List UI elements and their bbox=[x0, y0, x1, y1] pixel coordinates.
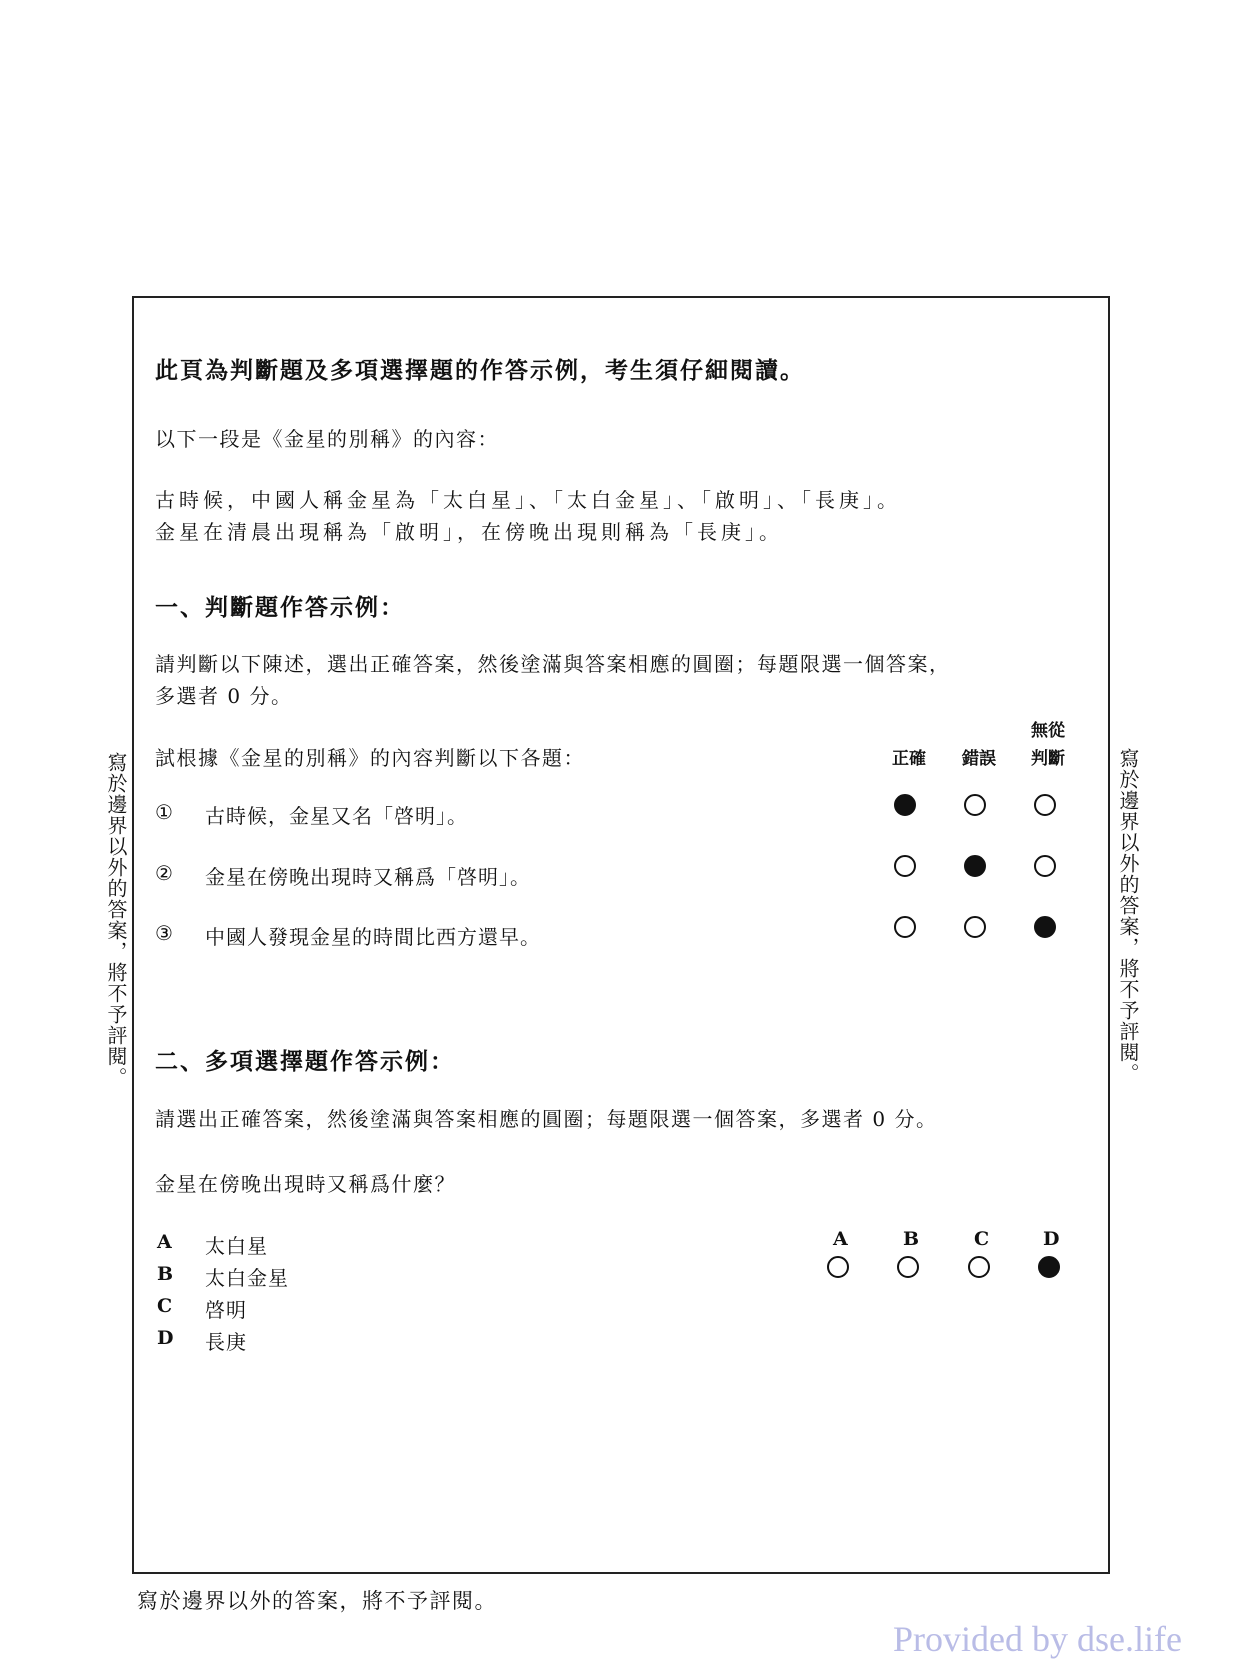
column-header-cant-tell-top: 無從 bbox=[1031, 721, 1065, 741]
item-number: ③ bbox=[155, 921, 174, 945]
answer-column-letter: A bbox=[833, 1228, 848, 1250]
item-number: ② bbox=[155, 861, 174, 885]
option-letter: A bbox=[157, 1231, 172, 1253]
answer-bubble[interactable] bbox=[968, 1256, 990, 1278]
left-margin-note: 寫於邊界以外的答案，將不予評閱。 bbox=[104, 752, 128, 1088]
item-statement: 金星在傍晚出現時又稱爲「啓明」。 bbox=[205, 865, 531, 889]
answer-bubble[interactable] bbox=[964, 794, 986, 816]
section1-heading: 一、判斷題作答示例： bbox=[155, 594, 405, 621]
passage-line: 金星在清晨出現稱為「啟明」，在傍晚出現則稱為「長庚」。 bbox=[155, 520, 783, 544]
answer-column-letter: C bbox=[974, 1228, 990, 1250]
section2-heading: 二、多項選擇題作答示例： bbox=[155, 1048, 455, 1075]
answer-bubble[interactable] bbox=[827, 1256, 849, 1278]
answer-bubble[interactable] bbox=[894, 855, 916, 877]
option-text: 太白星 bbox=[205, 1234, 268, 1258]
answer-bubble[interactable] bbox=[894, 916, 916, 938]
answer-bubble[interactable] bbox=[964, 916, 986, 938]
option-letter: C bbox=[157, 1295, 173, 1317]
section1-instructions: 多選者 0 分。 bbox=[155, 684, 293, 708]
answer-column-letter: B bbox=[903, 1228, 920, 1250]
column-header-false: 錯誤 bbox=[962, 749, 996, 769]
answer-bubble[interactable] bbox=[894, 794, 916, 816]
option-text: 太白金星 bbox=[205, 1266, 289, 1290]
answer-bubble[interactable] bbox=[964, 855, 986, 877]
footer-note: 寫於邊界以外的答案，將不予評閱。 bbox=[137, 1589, 497, 1613]
answer-bubble[interactable] bbox=[897, 1256, 919, 1278]
answer-bubble[interactable] bbox=[1038, 1256, 1060, 1278]
watermark: Provided by dse.life bbox=[893, 1619, 1182, 1659]
section1-instructions: 請判斷以下陳述，選出正確答案，然後塗滿與答案相應的圓圈；每題限選一個答案， bbox=[155, 652, 951, 676]
option-text: 啓明 bbox=[205, 1298, 247, 1322]
column-header-cant-tell: 判斷 bbox=[1031, 749, 1065, 769]
item-statement: 古時候，金星又名「啓明」。 bbox=[205, 804, 468, 828]
passage-line: 古時候，中國人稱金星為「太白星」、「太白金星」、「啟明」、「長庚」。 bbox=[155, 488, 901, 512]
section1-prompt: 試根據《金星的別稱》的內容判斷以下各題： bbox=[155, 746, 585, 770]
answer-column-letter: D bbox=[1043, 1228, 1060, 1250]
option-text: 長庚 bbox=[205, 1330, 247, 1354]
section2-instructions: 請選出正確答案，然後塗滿與答案相應的圓圈；每題限選一個答案，多選者 0 分。 bbox=[155, 1107, 938, 1131]
item-number: ① bbox=[155, 800, 174, 824]
item-statement: 中國人發現金星的時間比西方還早。 bbox=[205, 925, 541, 949]
option-letter: D bbox=[157, 1327, 174, 1349]
right-margin-note: 寫於邊界以外的答案，將不予評閱。 bbox=[1116, 748, 1140, 1084]
answer-bubble[interactable] bbox=[1034, 855, 1056, 877]
answer-bubble[interactable] bbox=[1034, 916, 1056, 938]
option-letter: B bbox=[157, 1263, 174, 1285]
passage-lead: 以下一段是《金星的別稱》的內容： bbox=[155, 427, 499, 451]
column-header-true: 正確 bbox=[892, 749, 926, 769]
answer-bubble[interactable] bbox=[1034, 794, 1056, 816]
mc-question: 金星在傍晚出現時又稱爲什麼？ bbox=[155, 1172, 456, 1196]
page-heading: 此頁為判斷題及多項選擇題的作答示例，考生須仔細閱讀。 bbox=[155, 357, 805, 384]
